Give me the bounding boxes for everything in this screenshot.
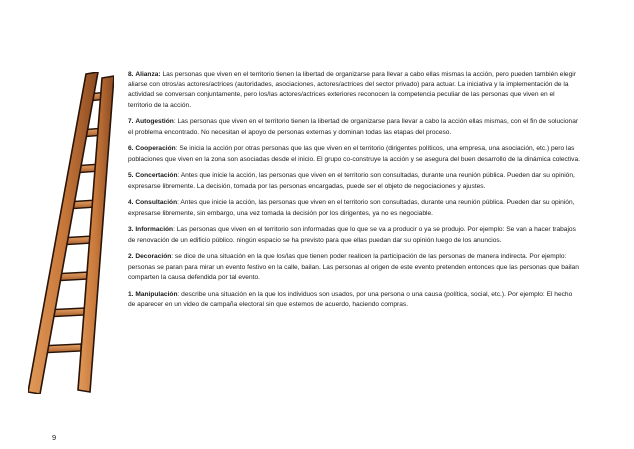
item-description: : Las personas que viven en el territorio tienen la libertad de organizarse para llevar a cabo la acción ellas mismas, con el fin de solucionar el problema encontrado. No necesitan el apoyo de personas externas y dominan todas las etapas del proceso. <box>128 118 579 136</box>
item-title: Concertación <box>135 172 178 180</box>
list-item <box>128 252 580 283</box>
item-description: : se dice de una situación en la que los/las que tienen poder realicen la participación de las personas de manera indirecta. Por ejemplo: personas se paran para mirar un evento festivo en la calle, bailan. Las personas al origen de este evento pretenden entonces que las personas que bailan comparten la causa defendida por tal evento. <box>128 253 579 281</box>
item-description: : Antes que inicie la acción, las personas que viven en el territorio son consultadas, durante una reunión pública. Pueden dar su opinión, expresarse libremente, sin embargo, una vez tomada la decisión por los dirigentes, ya no es negociable. <box>128 199 575 217</box>
ladder-icon <box>28 72 114 394</box>
item-description: : Se inicia la acción por otras personas que las que viven en el territorio (dirigentes políticos, una empresa, una asociación, etc.) pero las poblaciones que viven en la zona son asociadas desde el inicio. El grupo co-construye la acción y se asegura del buen desarrollo de la dinámica colectiva. <box>128 145 580 163</box>
item-number: 5. <box>128 172 134 180</box>
item-title: Manipulación <box>135 290 178 298</box>
item-title: Consultación <box>135 199 178 207</box>
list-item <box>128 290 580 310</box>
item-title: Decoración <box>135 253 172 261</box>
item-title: Cooperación <box>135 145 176 153</box>
item-description: : Las personas que viven en el territorio son informadas que lo que se va a producir o ya se produjo. Por ejemplo: Se van a hacer trabajos de renovación de un edificio público. ningún espacio se ha previsto para que ellas puedan dar su opinión luego de los anuncios. <box>128 226 576 244</box>
item-description: Las personas que viven en el territorio tienen la libertad de organizarse para llevar a cabo ellas mismas la acción, pero pueden también elegir aliarse con otros/as actores/actrices (autoridades, asociaciones, actores/actrices del sector privado) para actuar. La iniciativa y la implementación de la actividad se conversan conjuntamente, pero los/las actores/actrices exteriores reconocen la competencia peculiar de las personas que viven en el territorio de la acción. <box>128 71 576 109</box>
list-item <box>128 225 580 245</box>
item-number: 3. <box>128 226 134 234</box>
item-number: 1. <box>128 290 134 298</box>
item-number: 8. <box>128 71 134 78</box>
item-title: Alianza: <box>135 71 161 78</box>
page-number: 9 <box>52 433 57 442</box>
item-number: 7. <box>128 118 134 126</box>
list-item <box>128 171 580 191</box>
ladder-illustration <box>28 72 114 394</box>
item-number: 6. <box>128 145 134 153</box>
list-item <box>128 70 580 111</box>
list-item <box>128 144 580 164</box>
item-description: : describe una situación en la que los individuos son usados, por una persona o una causa (política, social, etc.). Por ejemplo: El hecho de aparecer en un video de campaña electoral sin que estemos de acuerdo, haciendo compras. <box>128 290 573 308</box>
item-number: 2. <box>128 253 134 261</box>
ladder-levels-list <box>128 70 580 317</box>
item-number: 4. <box>128 199 134 207</box>
item-description: : Antes que inicie la acción, las personas que viven en el territorio son consultadas, durante una reunión pública. Pueden dar su opinión, expresarse libremente. La decisión, tomada por las personas encargadas, puede ser el objeto de negociaciones y ajustes. <box>128 172 575 190</box>
item-title: Autogestión <box>135 118 174 126</box>
list-item <box>128 117 580 137</box>
item-title: Información <box>135 226 174 234</box>
list-item <box>128 198 580 218</box>
